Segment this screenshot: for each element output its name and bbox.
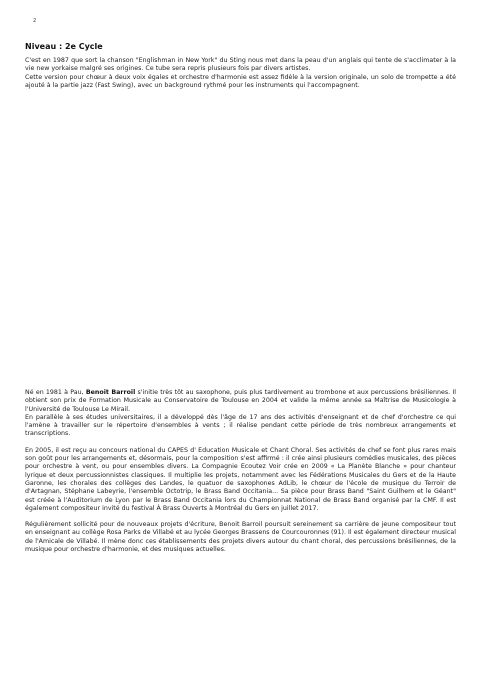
composer-name: Benoit Barroil bbox=[85, 389, 136, 396]
bio-paragraph-2: En parallèle à ses études universitaires, il a développé dès l'âge de 17 ans des activités d'enseignant et de chef d'orchestre ce qui l'amène à travailler sur le répertoire d'ensembles à vents ; il réalise pendant cette période de très nombreux arrangements et transcriptions. bbox=[25, 413, 456, 438]
page-number: 2 bbox=[33, 18, 37, 24]
bio-p1-intro: Né en 1981 à Pau, bbox=[25, 389, 86, 396]
composer-biography bbox=[25, 389, 456, 554]
intro-section bbox=[25, 57, 456, 90]
intro-paragraph-2: Cette version pour chœur à deux voix égales et orchestre d'harmonie est assez fidèle à la version originale, un solo de trompette a été ajouté à la partie jazz (Fast Swing), avec un background rythmé pour les instruments qui l'accompagnent. bbox=[25, 73, 456, 89]
bio-p1-rest: s'initie très tôt au saxophone, puis plus tardivement au trombone et aux percussions brésiliennes. Il obtient son prix de Formation Musicale au Conservatoire de Toulouse en 2004 et valide la même année sa Maîtrise de Musicologie à l'Université de Toulouse Le Mirail. bbox=[25, 389, 456, 413]
intro-paragraph-1: C'est en 1987 que sort la chanson "Englishman in New York" du Sting nous met dans la peau d'un anglais qui tente de s'acclimater à la vie new yorkaise malgré ses origines. Ce tube sera repris plusieurs fois par divers artistes. bbox=[25, 57, 456, 73]
bio-paragraph-4: Régulièrement sollicité pour de nouveaux projets d'écriture, Benoit Barroil poursuit sereinement sa carrière de jeune compositeur tout en enseignant au collège Rosa Parks de Villabé et au lycée Georges Brassens de Courcouronnes (91). Il est également directeur musical de l'Amicale de Villabé. Il mène donc ces établissements des projets divers autour du chant choral, des percussions brésiliennes, de la musique pour orchestre d'harmonie, et des musiques actuelles. bbox=[25, 521, 456, 554]
bio-paragraph-1 bbox=[25, 389, 456, 414]
level-heading: Niveau : 2e Cycle bbox=[25, 42, 103, 51]
bio-paragraph-3: En 2005, il est reçu au concours national du CAPES d' Education Musicale et Chant Choral. Ses activités de chef se font plus rares mais son goût pour les arrangements et, désormais, pour la composition s'est affirmé : il crée ainsi plusieurs comédies musicales, des pièces pour orchestre à vent, ou pour ensembles divers. La Compagnie Ecoutez Voir crée en 2009 « La Planète Blanche » pour chanteur lyrique et deux percussionnistes classiques. Il multiplie les projets, notamment avec les Fédérations Musicales du Gers et de la Haute Garonne, les chorales des collèges des Landes, le quatuor de saxophones AdLib, le chœur de l'école de musique du Terroir de d'Artagnan, Stéphane Labeyrie, l'ensemble Octotrip, le Brass Band Occitania... Sa pièce pour Brass Band "Saint Guilhem et le Géant" est créée à l'Auditorium de Lyon par le Brass Band Occitania lors du Championnat National de Brass Band organisé par la CMF. Il est également compositeur invité du festival À Brass Ouverts à Montréal du Gers en juillet 2017. bbox=[25, 446, 456, 512]
